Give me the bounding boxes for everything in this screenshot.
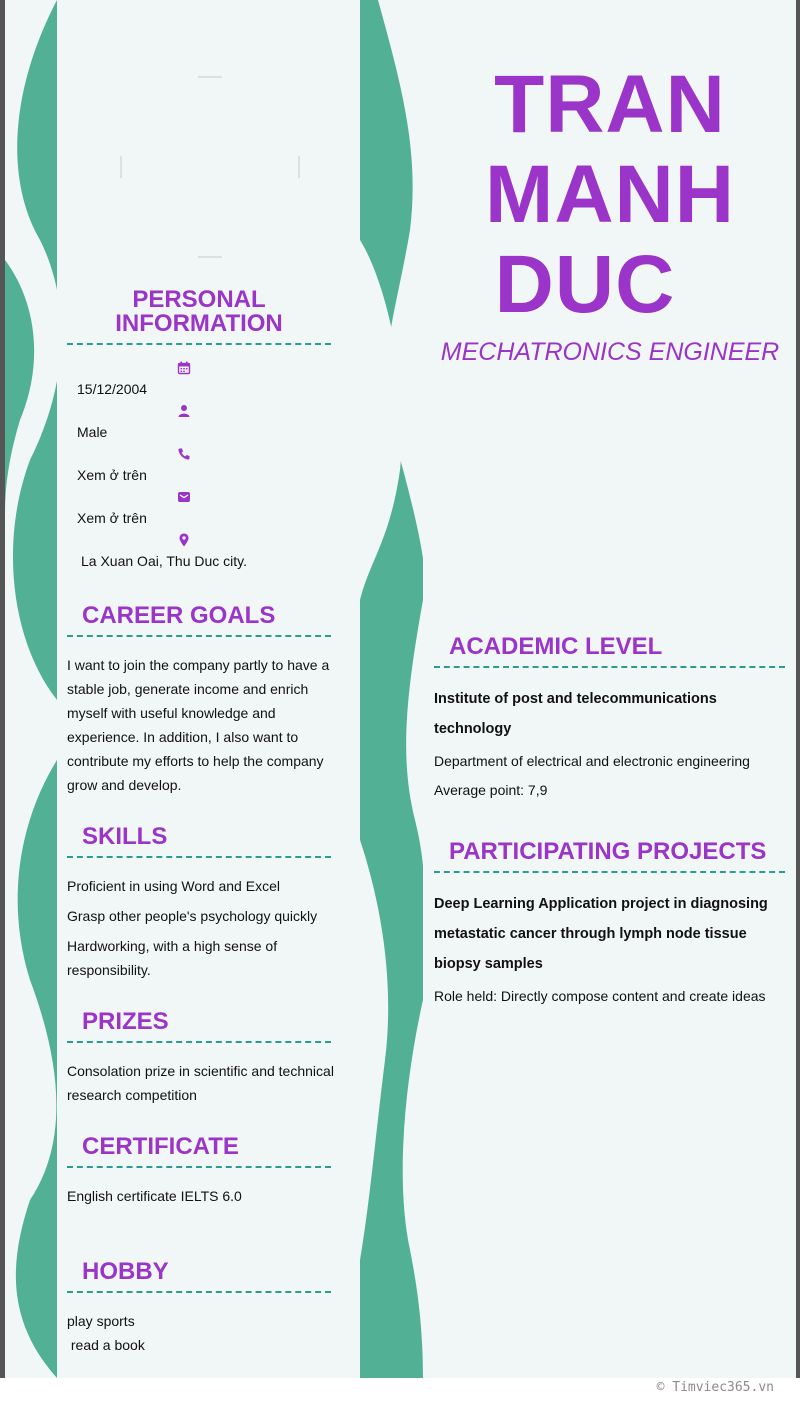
personal-info-heading-line1: PERSONAL: [132, 286, 266, 313]
gender-row: [67, 404, 331, 444]
certificate-title: CERTIFICATE: [82, 1133, 239, 1160]
skill-item: Proficient in using Word and Excel: [67, 878, 280, 894]
phone-row: [67, 447, 331, 487]
career-goals-heading: [67, 604, 331, 637]
prizes-heading: [67, 1010, 331, 1043]
academic-school: Institute of post and telecommunications technology: [434, 691, 717, 737]
avatar-frame: [120, 76, 300, 258]
phone-value: Xem ở trên: [77, 467, 147, 483]
academic-average: Average point: 7,9: [434, 782, 548, 798]
name-line-3: DUC: [494, 239, 676, 330]
career-goals-text: I want to join the company partly to have a stable job, generate income and enrich myself with useful knowledge and experience. In addition, I also want to contribute my efforts to help the company grow and develop.: [67, 657, 330, 793]
name-line-2: MANH: [485, 149, 735, 240]
calendar-icon: [177, 361, 191, 375]
right-edge-border: [796, 0, 800, 1378]
address-value: La Xuan Oai, Thu Duc city.: [81, 553, 248, 569]
skills-heading: [67, 825, 331, 858]
gender-value: Male: [77, 424, 108, 440]
address-row: [67, 533, 331, 573]
map-marker-icon: [177, 533, 191, 547]
job-title: MECHATRONICS ENGINEER: [440, 338, 780, 366]
skill-item: Grasp other people's psychology quickly: [67, 908, 318, 924]
projects-heading: [434, 840, 785, 873]
personal-info-heading-line2: INFORMATION: [115, 310, 283, 337]
skill-item: Hardworking, with a high sense of responsibility.: [67, 938, 278, 978]
project-role: Role held: Directly compose content and create ideas: [434, 988, 766, 1004]
prizes-text: Consolation prize in scientific and technical research competition: [67, 1063, 334, 1103]
birthday-value: 15/12/2004: [77, 381, 148, 397]
watermark: © Timviec365.vn: [656, 1380, 774, 1395]
envelope-icon: [177, 490, 191, 504]
academic-title: ACADEMIC LEVEL: [449, 633, 663, 660]
phone-icon: [177, 447, 191, 461]
prizes-title: PRIZES: [82, 1008, 169, 1035]
birthday-row: [67, 361, 331, 401]
certificate-text: English certificate IELTS 6.0: [67, 1188, 242, 1204]
academic-heading: [434, 635, 785, 668]
email-value: Xem ở trên: [77, 510, 147, 526]
project-name: Deep Learning Application project in diagnosing metastatic cancer through lymph node tissue biopsy samples: [434, 896, 768, 972]
email-row: [67, 490, 331, 530]
left-edge-border: [0, 0, 5, 1401]
career-goals-title: CAREER GOALS: [82, 602, 276, 629]
skills-title: SKILLS: [82, 823, 168, 850]
personal-info-heading: [67, 288, 331, 345]
hobby-heading: [67, 1260, 331, 1293]
hobby-item: play sports: [67, 1313, 135, 1329]
name-line-1: TRAN: [494, 59, 726, 150]
user-icon: [177, 404, 191, 418]
hobby-item: read a book: [67, 1337, 145, 1353]
academic-department: Department of electrical and electronic engineering: [434, 753, 750, 769]
certificate-heading: [67, 1135, 331, 1168]
projects-title: PARTICIPATING PROJECTS: [449, 838, 767, 865]
hobby-title: HOBBY: [82, 1258, 169, 1285]
